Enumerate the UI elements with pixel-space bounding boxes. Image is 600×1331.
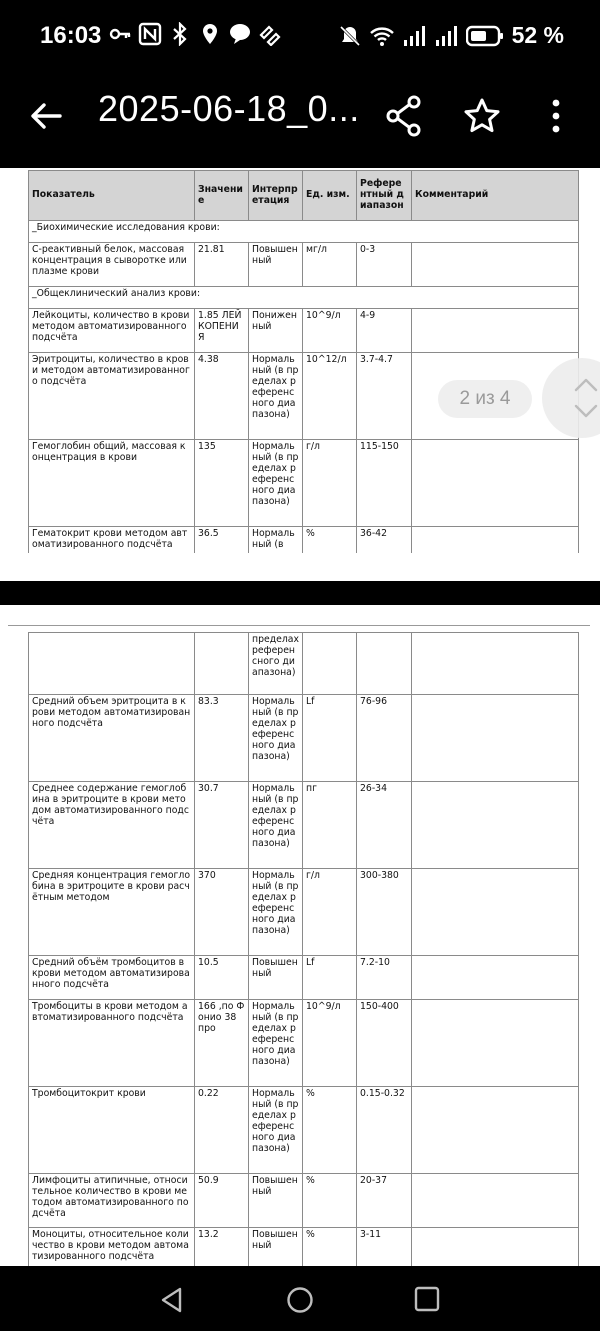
cell-range: 0-3 — [357, 243, 412, 287]
signal-icon — [434, 24, 458, 48]
cell-value: 30.7 — [195, 782, 249, 869]
cell-range: 20-37 — [357, 1174, 412, 1228]
cell-comment — [412, 309, 579, 353]
cell-range: 26-34 — [357, 782, 412, 869]
cell-range: 300-380 — [357, 869, 412, 956]
column-header: Ед. изм. — [303, 171, 357, 221]
cell-comment — [412, 782, 579, 869]
document-viewer[interactable] — [0, 168, 600, 1266]
cell-name: Средняя концентрация гемоглобина в эритроците в крови расчётным методом — [29, 869, 195, 956]
cell-comment — [412, 869, 579, 956]
nav-home-icon[interactable] — [286, 1286, 314, 1314]
cell-name: С-реактивный белок, массовая концентрация в сыворотке или плазме крови — [29, 243, 195, 287]
cell-value: 166 ,по Фонио 38 про — [195, 1000, 249, 1087]
battery-icon — [466, 24, 504, 48]
cell-interpretation: Повышенный — [249, 1228, 303, 1267]
cell-range: 3-11 — [357, 1228, 412, 1267]
cell-comment — [412, 695, 579, 782]
cell-range: 4-9 — [357, 309, 412, 353]
star-icon[interactable] — [462, 96, 502, 136]
cell-comment — [412, 1087, 579, 1174]
cell-value: 36.5 — [195, 527, 249, 554]
section-row — [29, 287, 579, 309]
table-row — [29, 1087, 579, 1174]
table-row — [29, 243, 579, 287]
cell-value: 0.22 — [195, 1087, 249, 1174]
table-row — [29, 695, 579, 782]
lab-results-table — [28, 632, 579, 1266]
signal-icon — [402, 24, 426, 48]
location-icon — [198, 22, 222, 46]
key-icon — [108, 22, 132, 46]
cell-interpretation: пределах референсного диапазона) — [249, 633, 303, 695]
cell-range: 150-400 — [357, 1000, 412, 1087]
cell-unit: Lf — [303, 956, 357, 1000]
column-header: Значение — [195, 171, 249, 221]
table-row — [29, 1000, 579, 1087]
system-navigation-bar — [0, 1266, 600, 1331]
cell-unit: г/л — [303, 440, 357, 527]
cell-interpretation: Нормальный (в пределах референсного диапазона) — [249, 1087, 303, 1174]
page-indicator: 2 из 4 — [438, 380, 532, 418]
cell-range: 7.2-10 — [357, 956, 412, 1000]
section-row — [29, 221, 579, 243]
cell-interpretation: Нормальный (в пределах референсного диапазона) — [249, 440, 303, 527]
table-row — [29, 956, 579, 1000]
cell-value: 370 — [195, 869, 249, 956]
cell-comment — [412, 956, 579, 1000]
cell-unit: пг — [303, 782, 357, 869]
cell-value: 4.38 — [195, 353, 249, 440]
cell-name: Тромбоцитокрит крови — [29, 1087, 195, 1174]
cell-name: Гематокрит крови методом автоматизированного подсчёта — [29, 527, 195, 554]
cell-value: 21.81 — [195, 243, 249, 287]
status-bar — [0, 0, 600, 76]
cell-unit: г/л — [303, 869, 357, 956]
table-row — [29, 527, 579, 554]
cell-name: Лимфоциты атипичные, относительное количество в крови методом автоматизированного подсчёта — [29, 1174, 195, 1228]
cell-unit: мг/л — [303, 243, 357, 287]
status-time: 16:03 — [40, 22, 102, 49]
cell-unit: % — [303, 1228, 357, 1267]
lab-results-table — [28, 170, 579, 553]
cell-unit: % — [303, 527, 357, 554]
more-vert-icon[interactable] — [544, 96, 568, 136]
bluetooth-icon — [168, 22, 192, 46]
pdf-page — [0, 605, 600, 1266]
chat-icon — [228, 22, 252, 46]
page-header-rule — [8, 625, 590, 626]
cell-comment — [412, 1174, 579, 1228]
column-header: Интерпретация — [249, 171, 303, 221]
table-row-continuation — [29, 633, 579, 695]
cell-interpretation: Пониженный — [249, 309, 303, 353]
document-title: 2025-06-18_0... — [98, 88, 360, 129]
arrow-left-icon[interactable] — [26, 96, 66, 136]
cell-range: 76-96 — [357, 695, 412, 782]
cell-name: Средний объем эритроцита в крови методом автоматизированного подсчёта — [29, 695, 195, 782]
nfc-icon — [138, 22, 162, 46]
cell-interpretation: Повышенный — [249, 956, 303, 1000]
table-row — [29, 782, 579, 869]
chevron-up-down-icon — [564, 358, 600, 438]
section-title: _Общеклинический анализ крови: — [29, 287, 579, 309]
table-header-row — [29, 171, 579, 221]
wifi-icon — [370, 24, 394, 48]
pdf-page — [0, 168, 600, 553]
cell-unit: % — [303, 1087, 357, 1174]
table-row — [29, 309, 579, 353]
cell-interpretation: Повышенный — [249, 243, 303, 287]
cell-value: 135 — [195, 440, 249, 527]
cell-name: Гемоглобин общий, массовая концентрация в крови — [29, 440, 195, 527]
cell-comment — [412, 440, 579, 527]
cell-range: 0.15-0.32 — [357, 1087, 412, 1174]
cell-name: Тромбоциты в крови методом автоматизированного подсчёта — [29, 1000, 195, 1087]
table-row — [29, 440, 579, 527]
cell-value: 83.3 — [195, 695, 249, 782]
cell-interpretation: Нормальный (в пределах референсного диапазона) — [249, 782, 303, 869]
page-separator — [0, 581, 600, 605]
battery-percent: 52 % — [511, 22, 564, 48]
cell-unit: 10^9/л — [303, 1000, 357, 1087]
cell-unit: 10^9/л — [303, 309, 357, 353]
cell-value: 50.9 — [195, 1174, 249, 1228]
cell-interpretation: Нормальный (в пределах референсного диапазона) — [249, 869, 303, 956]
cell-value: 1.85 ЛЕЙКОПЕНИЯ — [195, 309, 249, 353]
status-system-icons — [338, 22, 564, 49]
column-header: Показатель — [29, 171, 195, 221]
cell-interpretation: Нормальный (в пределах референсного диапазона) — [249, 1000, 303, 1087]
share-icon[interactable] — [384, 94, 424, 138]
cell-interpretation: Нормальный (в пределах референсного диапазона) — [249, 353, 303, 440]
cell-name: Эритроциты, количество в крови методом автоматизированного подсчёта — [29, 353, 195, 440]
nav-back-icon[interactable] — [158, 1286, 186, 1314]
cell-interpretation: Повышенный — [249, 1174, 303, 1228]
cell-comment — [412, 527, 579, 554]
column-header: Референтный диапазон — [357, 171, 412, 221]
mute-icon — [338, 24, 362, 48]
app-bar — [0, 76, 600, 168]
nav-recents-icon[interactable] — [414, 1286, 440, 1312]
cell-range: 115-150 — [357, 440, 412, 527]
cell-range: 36-42 — [357, 527, 412, 554]
cell-comment — [412, 1000, 579, 1087]
cell-interpretation: Нормальный (в — [249, 527, 303, 554]
cell-value: 10.5 — [195, 956, 249, 1000]
status-notification-icons — [108, 22, 282, 46]
cell-name: Среднее содержание гемоглобина в эритроците в крови методом автоматизированного подсчёта — [29, 782, 195, 869]
table-row — [29, 869, 579, 956]
column-header: Комментарий — [412, 171, 579, 221]
cell-name: Средний объём тромбоцитов в крови методом автоматизированного подсчёта — [29, 956, 195, 1000]
cell-unit: Lf — [303, 695, 357, 782]
cell-range: 3.7-4.7 — [357, 353, 412, 440]
cell-unit: 10^12/л — [303, 353, 357, 440]
cell-name: Лейкоциты, количество в крови методом автоматизированного подсчёта — [29, 309, 195, 353]
cell-comment — [412, 243, 579, 287]
table-row — [29, 1174, 579, 1228]
cell-unit: % — [303, 1174, 357, 1228]
cell-name: Моноциты, относительное количество в крови методом автоматизированного подсчёта — [29, 1228, 195, 1267]
cell-value: 13.2 — [195, 1228, 249, 1267]
section-title: _Биохимические исследования крови: — [29, 221, 579, 243]
cell-interpretation: Нормальный (в пределах референсного диапазона) — [249, 695, 303, 782]
cell-comment — [412, 1228, 579, 1267]
hearts-icon — [258, 22, 282, 46]
table-row — [29, 1228, 579, 1267]
